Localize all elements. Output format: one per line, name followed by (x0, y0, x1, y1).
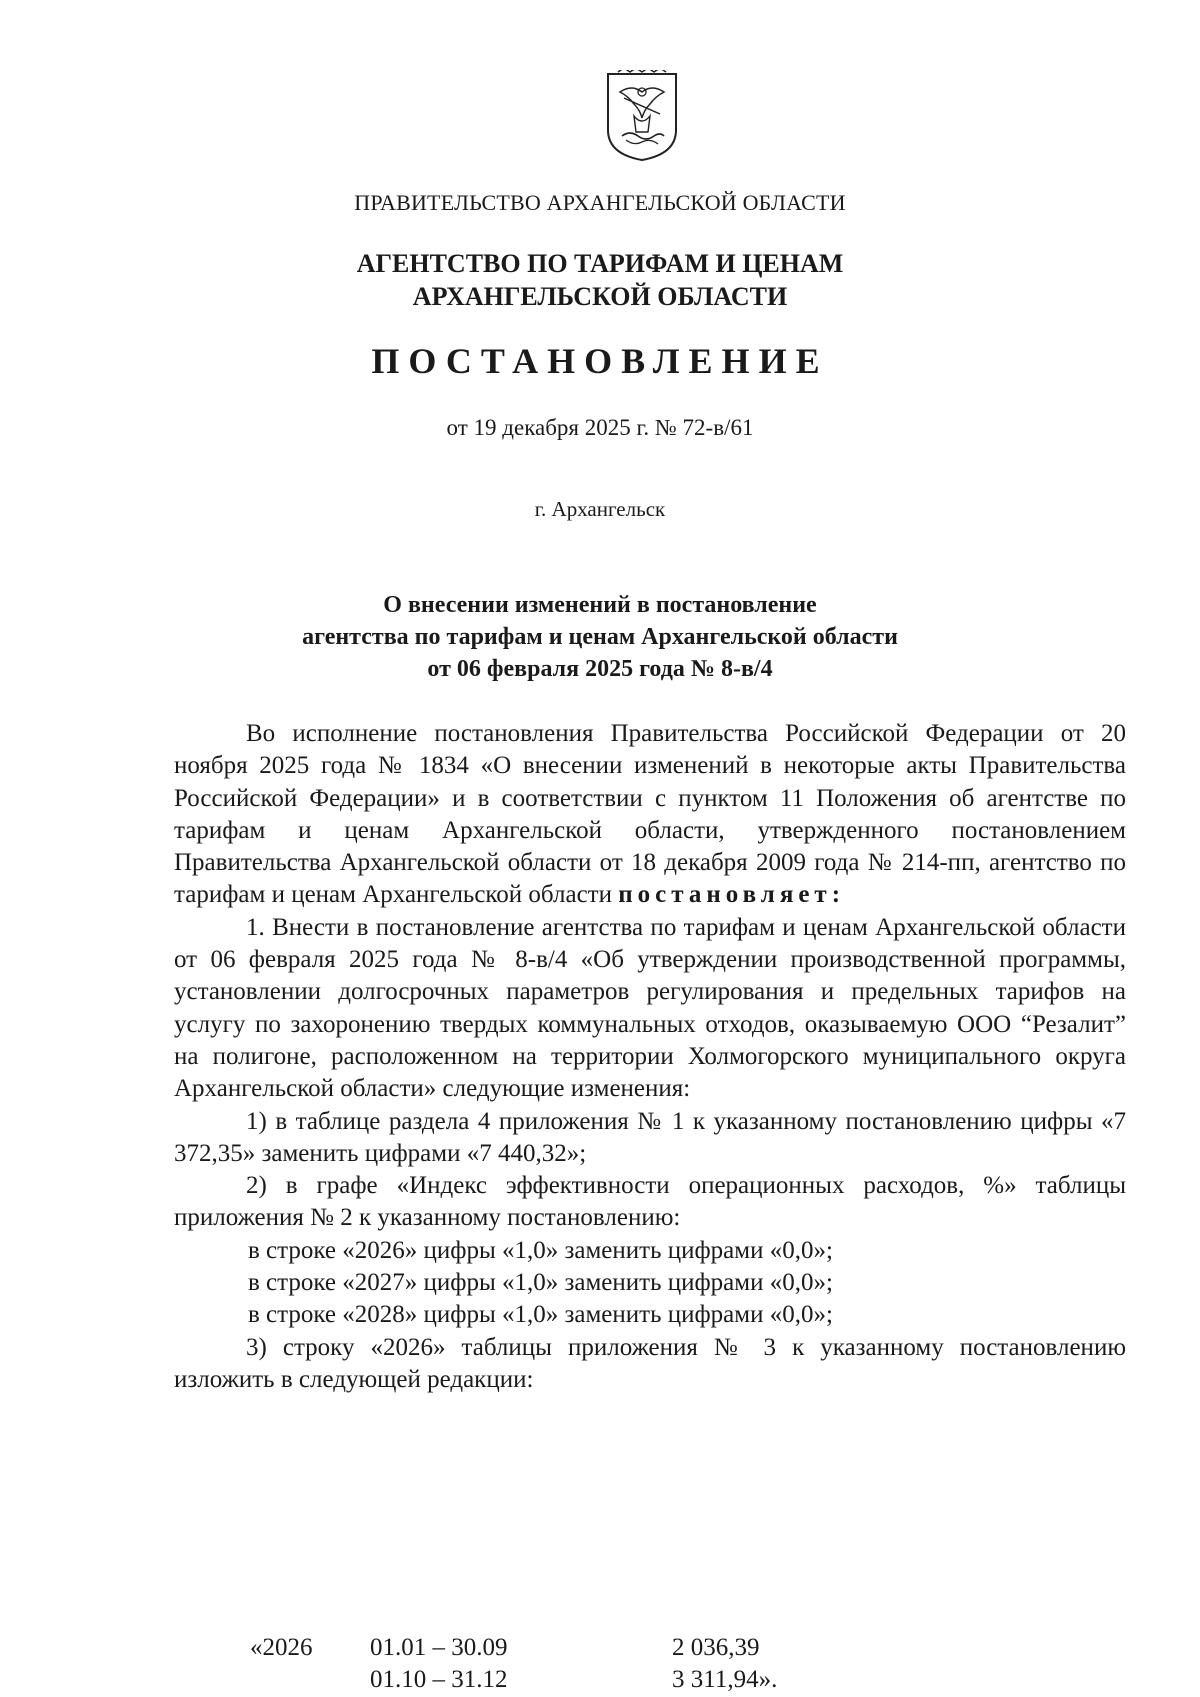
coat-of-arms-emblem (604, 70, 680, 162)
subitem-3: 3) строку «2026» таблицы приложения № 3 к указанному постановлению изложить в следующей редакции: (174, 1333, 1126, 1393)
document-type: ПОСТАНОВЛЕНИЕ (371, 341, 829, 381)
subject-line2: агентства по тарифам и ценам Архангельской области (302, 624, 898, 650)
document-city: г. Архангельск (534, 497, 666, 521)
agency-name-line1: АГЕНТСТВО ПО ТАРИФАМ И ЦЕНАМ (356, 249, 844, 278)
table-cell-period: 01.01 – 30.09 (370, 1634, 508, 1661)
agency-name-line2: АРХАНГЕЛЬСКОЙ ОБЛАСТИ (412, 282, 788, 311)
agency-name (0, 247, 1200, 313)
preamble-paragraph (174, 718, 1126, 912)
table-row (250, 1664, 950, 1696)
document-subject (0, 589, 1200, 685)
item-1: 1. Внести в постановление агентства по тарифам и ценам Архангельской области от 06 февраля 2025 года № 8-в/4 «Об утверждении производственной программы, установлении долгосрочных параметров регулирования и предельных тарифов на услугу по захоронению твердых коммунальных отходов, оказываемую ООО “Резалит” на полигоне, расположенном на территории Холмогорского муниципального округа Архангельской области» следующие изменения: (174, 913, 1126, 1103)
row-2026-change: в строке «2026» цифры «1,0» заменить цифрами «0,0»; (248, 1236, 833, 1264)
row-2027-change: в строке «2027» цифры «1,0» заменить цифрами «0,0»; (248, 1269, 833, 1297)
tariff-table (250, 1632, 950, 1696)
table-cell-year: «2026 (250, 1634, 313, 1661)
table-cell-period: 01.10 – 31.12 (370, 1666, 508, 1693)
table-cell-value: 2 036,39 (672, 1634, 760, 1661)
table-cell-value: 3 311,94». (672, 1666, 778, 1693)
resolves-word: постановляет: (618, 881, 846, 909)
table-row (250, 1632, 950, 1664)
document-date-number: от 19 декабря 2025 г. № 72-в/61 (446, 415, 754, 440)
preamble-text: Во исполнение постановления Правительства Российской Федерации от 20 ноября 2025 года № 1834 «О внесении изменений в некоторые акты Правительства Российской Федерации» и в соответствии с пунктом 11 Положения об агентстве по тарифам и ценам Архангельской области, утвержденного постановлением Правительства Архангельской области от 18 декабря 2009 года № 214-пп, агентство по тарифам и ценам Архангельской области (174, 720, 1126, 909)
subitem-2: 2) в графе «Индекс эффективности операционных расходов, %» таблицы приложения № 2 к указанному постановлению: (174, 1172, 1126, 1232)
government-name: ПРАВИТЕЛЬСТВО АРХАНГЕЛЬСКОЙ ОБЛАСТИ (354, 190, 846, 215)
row-2028-change: в строке «2028» цифры «1,0» заменить цифрами «0,0»; (248, 1301, 833, 1329)
document-body (174, 718, 1126, 1396)
subitem-1: 1) в таблице раздела 4 приложения № 1 к указанному постановлению цифры «7 372,35» заменить цифрами «7 440,32»; (174, 1107, 1126, 1167)
subject-line1: О внесении изменений в постановление (383, 592, 817, 618)
subject-line3: от 06 февраля 2025 года № 8-в/4 (427, 656, 773, 682)
